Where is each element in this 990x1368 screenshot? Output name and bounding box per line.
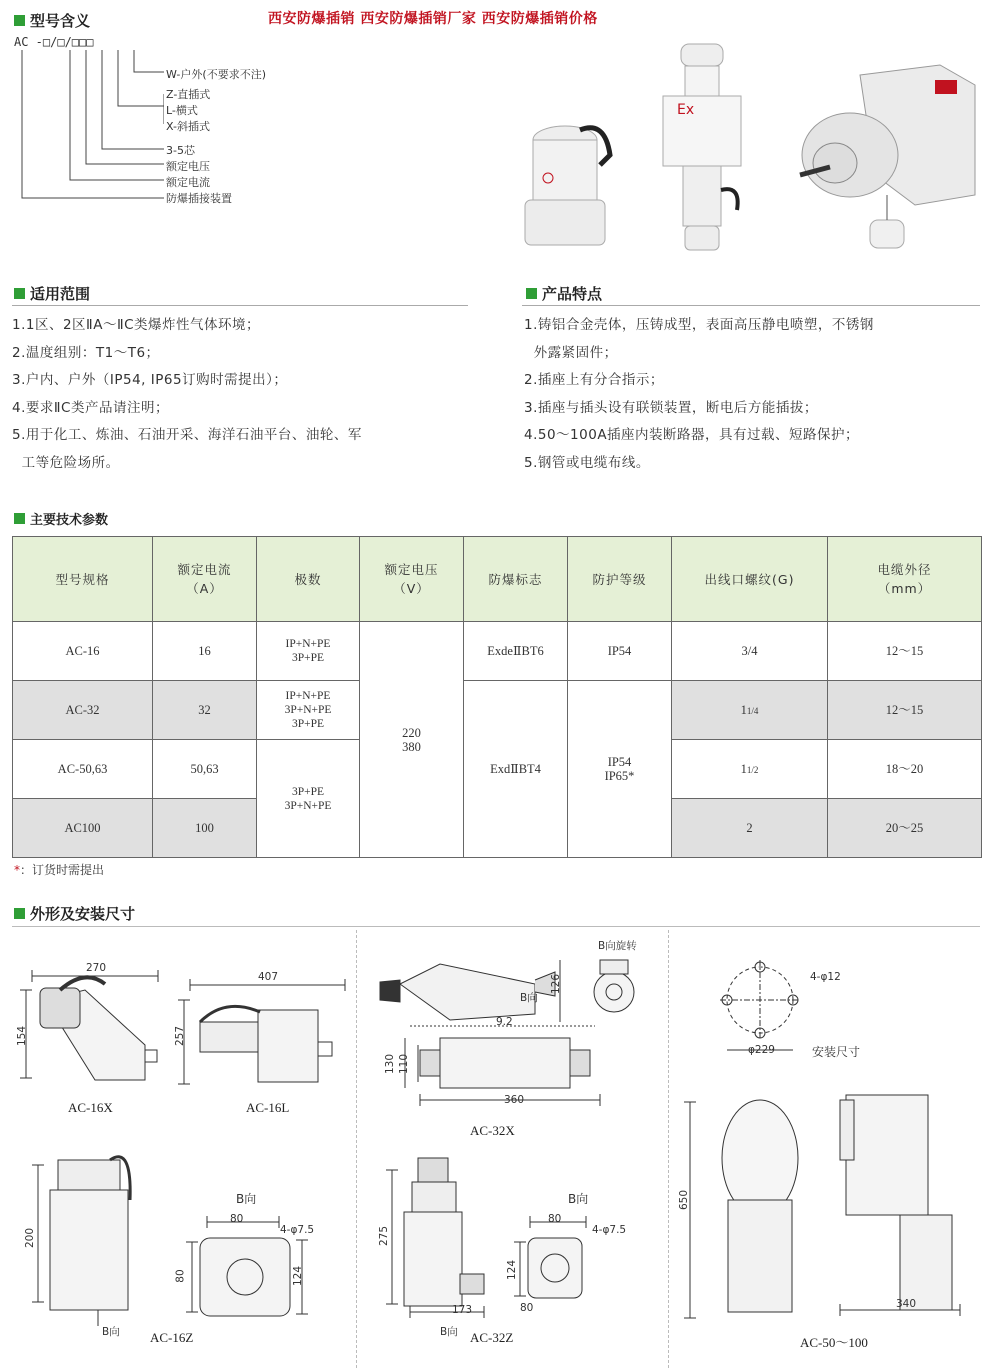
cell-ex-mark: ExdeⅡBT6	[464, 622, 568, 681]
model-label-outdoor: W-户外(不要求不注)	[166, 68, 266, 81]
scope-line: 2.温度组别：T1～T6；	[12, 344, 160, 361]
dim-label: B向	[520, 992, 538, 1004]
model-label-cores: 3-5芯	[166, 144, 195, 157]
caption-ac32x: AC-32X	[470, 1123, 515, 1138]
cell-model: AC100	[13, 799, 153, 858]
dim-label: 154	[16, 1025, 29, 1047]
feature-line: 3.插座与插头设有联锁装置，断电后方能插拔；	[524, 399, 818, 416]
scope-divider	[12, 305, 468, 306]
model-label-straight: Z-直插式	[166, 88, 211, 101]
header-banner: 西安防爆插销 西安防爆插销厂家 西安防爆插销价格	[268, 11, 598, 27]
model-code-diagram	[14, 46, 164, 206]
th-poles: 极数	[257, 537, 360, 622]
section-marker-icon	[14, 908, 25, 919]
cell-voltage: 220 380	[360, 622, 464, 858]
dim-label: B向	[568, 1192, 589, 1206]
caption-ac16l: AC-16L	[246, 1100, 290, 1115]
th-current: 额定电流 （A）	[153, 537, 257, 622]
cell-cable: 18～20	[828, 740, 982, 799]
section-marker-icon	[14, 15, 25, 26]
section-title-scope	[14, 283, 90, 304]
caption-ac50-100: AC-50～100	[800, 1335, 868, 1350]
spec-table	[12, 536, 982, 858]
cell-thread: 3/4	[672, 622, 828, 681]
section-marker-icon	[14, 288, 25, 299]
dim-label: 110	[398, 1053, 411, 1075]
features-list	[524, 312, 874, 477]
plug-photo-1	[510, 100, 620, 260]
dim-label: 80	[230, 1213, 244, 1225]
dims-title: 外形及安装尺寸	[30, 905, 136, 923]
dim-label: 275	[378, 1225, 391, 1247]
cell-thread: 2	[672, 799, 828, 858]
model-label-current: 额定电流	[166, 176, 210, 189]
model-label-oblique: X-斜插式	[166, 120, 210, 133]
caption-ac16z: AC-16Z	[150, 1330, 194, 1345]
dim-label: 340	[896, 1298, 917, 1310]
dim-label: 9.2	[496, 1016, 513, 1028]
dim-label: B向旋转	[598, 940, 637, 952]
cell-thread: 11/4	[672, 681, 828, 740]
cell-model: AC-16	[13, 622, 153, 681]
dim-label: 4-φ7.5	[280, 1224, 315, 1236]
scope-list	[12, 312, 362, 477]
model-label-voltage: 额定电压	[166, 160, 210, 173]
plug-photo-2	[655, 40, 750, 255]
dim-label: 4-φ7.5	[592, 1224, 627, 1236]
section-marker-icon	[14, 513, 25, 524]
dim-label: B向	[102, 1326, 120, 1338]
cell-protection: IP54	[568, 622, 672, 681]
dim-label: φ229	[748, 1044, 775, 1056]
dim-label: 80	[520, 1302, 534, 1314]
cell-model: AC-50,63	[13, 740, 153, 799]
feature-line: 外露紧固件；	[524, 344, 618, 361]
cell-current: 32	[153, 681, 257, 740]
scope-line: 工等危险场所。	[12, 454, 120, 471]
features-divider	[522, 305, 980, 306]
cell-current: 16	[153, 622, 257, 681]
th-voltage: 额定电压 （V）	[360, 537, 464, 622]
dim-label: 4-φ12	[810, 971, 841, 983]
section-marker-icon	[526, 288, 537, 299]
dim-label: 257	[174, 1025, 187, 1047]
cell-cable: 12～15	[828, 622, 982, 681]
cell-thread: 11/2	[672, 740, 828, 799]
section-title-model	[14, 10, 90, 31]
dim-label: B向	[236, 1192, 257, 1206]
section-title-dims	[14, 903, 135, 924]
scope-line: 1.1区、2区ⅡA～ⅡC类爆炸性气体环境；	[12, 317, 261, 333]
cell-ex-mark: ExdⅡBT4	[464, 681, 568, 858]
model-label-horizontal: L-横式	[166, 104, 198, 117]
th-cable: 电缆外径 （mm）	[828, 537, 982, 622]
model-label-device: 防爆插接装置	[166, 192, 232, 205]
section-title-features	[526, 283, 602, 304]
cell-current: 50,63	[153, 740, 257, 799]
model-meaning-title: 型号含义	[30, 12, 91, 30]
feature-line: 1.铸铝合金壳体，压铸成型，表面高压静电喷塑，不锈钢	[524, 317, 874, 333]
tech-title: 主要技术参数	[30, 513, 109, 528]
th-model: 型号规格	[13, 537, 153, 622]
dims-divider	[12, 926, 980, 927]
plug-photo-3	[790, 55, 980, 265]
th-ex-mark: 防爆标志	[464, 537, 568, 622]
scope-line: 5.用于化工、炼油、石油开采、海洋石油平台、油轮、军	[12, 427, 362, 443]
order-note	[14, 861, 104, 878]
section-title-tech	[14, 509, 108, 528]
feature-line: 4.50～100A插座内装断路器，具有过载、短路保护；	[524, 427, 860, 443]
feature-line: 5.钢管或电缆布线。	[524, 454, 650, 471]
dim-label: 270	[86, 962, 107, 974]
dim-label: 安装尺寸	[812, 1045, 861, 1059]
th-thread: 出线口螺纹(G)	[672, 537, 828, 622]
dim-label: 360	[504, 1094, 525, 1106]
features-title: 产品特点	[542, 285, 603, 303]
dimension-drawings	[0, 930, 990, 1368]
dim-label: 200	[24, 1227, 37, 1249]
dim-label: 650	[678, 1189, 691, 1211]
dim-label: 124	[292, 1265, 305, 1287]
dim-label: 80	[548, 1213, 562, 1225]
scope-title: 适用范围	[30, 285, 91, 303]
model-code: AC -□/□/□□□	[14, 35, 94, 49]
cell-poles: 3P+PE 3P+N+PE	[257, 740, 360, 858]
note-star: *	[14, 863, 20, 877]
feature-line: 2.插座上有分合指示；	[524, 372, 664, 388]
cell-poles: IP+N+PE 3P+PE	[257, 622, 360, 681]
table-row	[13, 622, 982, 681]
dim-label: B向	[440, 1326, 458, 1338]
scope-line: 3.户内、户外（IP54, IP65订购时需提出）；	[12, 372, 288, 388]
caption-ac32z: AC-32Z	[470, 1330, 514, 1345]
dim-label: 173	[452, 1304, 473, 1316]
note-text: ：订货时需提出	[20, 863, 105, 877]
svg-text:Ex: Ex	[677, 102, 695, 118]
th-protection: 防护等级	[568, 537, 672, 622]
cell-model: AC-32	[13, 681, 153, 740]
dim-label: 80	[174, 1269, 187, 1283]
scope-line: 4.要求ⅡC类产品请注明；	[12, 399, 169, 416]
cell-current: 100	[153, 799, 257, 858]
spec-header-row	[13, 537, 982, 622]
cell-poles: IP+N+PE 3P+N+PE 3P+PE	[257, 681, 360, 740]
table-row	[13, 681, 982, 740]
dim-label: 407	[258, 971, 279, 983]
dim-label: 124	[506, 1259, 519, 1281]
cell-cable: 12～15	[828, 681, 982, 740]
caption-ac16x: AC-16X	[68, 1100, 113, 1115]
cell-cable: 20～25	[828, 799, 982, 858]
cell-protection: IP54 IP65*	[568, 681, 672, 858]
dim-label: 130	[384, 1053, 397, 1075]
dim-label: 126	[550, 973, 563, 995]
